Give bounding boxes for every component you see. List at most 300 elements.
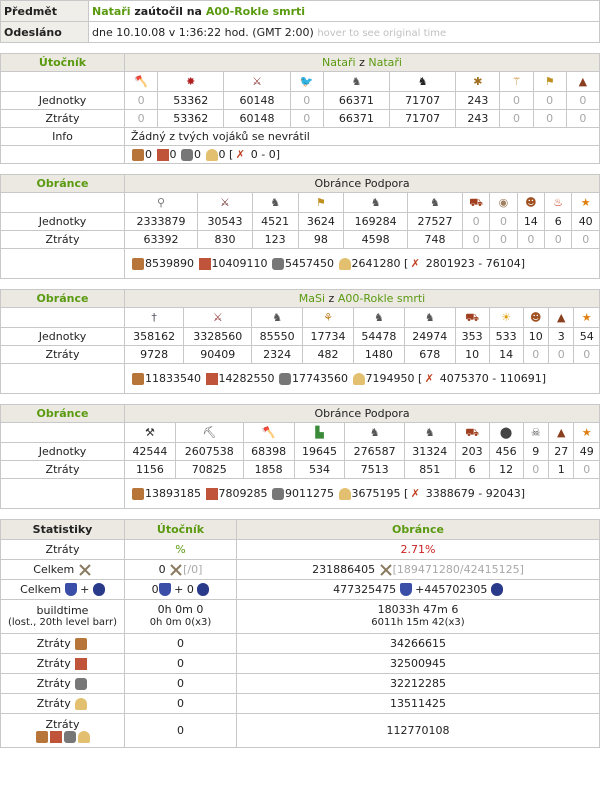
unit-loss: 14: [489, 346, 523, 364]
unit-loss: 10: [455, 346, 489, 364]
dark-shield-icon: [93, 583, 105, 596]
unit-loss: 0: [462, 231, 489, 249]
unit-count: 0: [500, 92, 533, 110]
knife-icon: ⚔: [220, 195, 230, 209]
chief-icon: ☻: [525, 195, 537, 209]
food-icon: [339, 488, 351, 500]
unit-count: 9: [523, 443, 548, 461]
iron-icon: [272, 258, 284, 270]
loot-clay: 0: [169, 148, 177, 161]
losses-label: Ztráty: [1, 461, 125, 479]
unit-count: 71707: [390, 92, 456, 110]
blank-cell: [1, 146, 125, 164]
res-wood: 11833540: [145, 372, 201, 385]
unit-count: 53362: [158, 92, 224, 110]
unit-loss: 9728: [125, 346, 184, 364]
food-icon: [75, 698, 87, 710]
subject-verb: zaútočil na: [134, 4, 202, 18]
wood-icon: [75, 638, 87, 650]
clay-icon: [157, 149, 169, 161]
clay-icon: [75, 658, 87, 670]
unit-loss: 1: [548, 461, 573, 479]
stash-icon: ✗: [410, 257, 420, 270]
defender-role: Obránce: [1, 405, 125, 423]
unit-count: 68398: [243, 443, 294, 461]
unit-icon-cell: [252, 308, 303, 328]
unit-loss: 2324: [252, 346, 303, 364]
stats-attacker-pct: %: [125, 540, 237, 560]
unit-count: 27: [548, 443, 573, 461]
blue-shield-icon: [400, 583, 412, 596]
food-icon: [206, 149, 218, 161]
sword-icon: ⚔: [252, 74, 262, 88]
unit-loss: 0: [533, 110, 566, 128]
iron-icon: [64, 731, 76, 743]
unit-icon-cell: [125, 308, 184, 328]
unit-count: 40: [572, 213, 600, 231]
wagon-icon: ⛟: [469, 195, 483, 209]
wood-icon: [132, 488, 144, 500]
fire-icon: ♨: [553, 195, 564, 209]
stats-all-defender: 112770108: [237, 714, 600, 748]
iron-icon: [279, 373, 291, 385]
clay-icon: [206, 488, 218, 500]
unit-icon-cell: [500, 72, 533, 92]
unit-icon-cell: [294, 423, 345, 443]
res-clay: 10409110: [211, 257, 268, 270]
unit-loss: 0: [572, 231, 600, 249]
unit-icon-cell: [533, 72, 566, 92]
stats-total-defender-extra: [189471280/42415125]: [392, 562, 524, 576]
defender-title: Obránce Podpora: [125, 405, 600, 423]
horse-icon: ♞: [424, 425, 435, 439]
stash-icon: ✗: [410, 487, 420, 500]
unit-loss: 0: [500, 110, 533, 128]
unit-icon-cell: [298, 193, 344, 213]
buildtime-defender: 18033h 47m 6: [377, 603, 459, 616]
res-food: 7194950: [365, 372, 415, 385]
unit-count: 0: [290, 92, 323, 110]
unit-loss: 482: [303, 346, 354, 364]
unit-loss: 12: [489, 461, 523, 479]
unit-count: 30543: [198, 213, 253, 231]
stats-total2-defender: 477325475: [333, 582, 397, 596]
blank-cell: [1, 423, 125, 443]
unit-count: 0: [462, 213, 489, 231]
wood-icon: [132, 258, 144, 270]
blank-cell: [1, 72, 125, 92]
wagon-icon: ⛟: [465, 425, 480, 439]
res-food: 3675195: [351, 487, 401, 500]
stats-all-attacker: 0: [125, 714, 237, 748]
axe-icon: 🪓: [261, 425, 276, 439]
unit-loss: 1480: [353, 346, 404, 364]
plus-sign: +: [174, 582, 184, 596]
info-label: Info: [1, 128, 125, 146]
unit-loss: 0: [523, 346, 548, 364]
skull-icon: ☠: [530, 425, 541, 439]
attacker-role: Útočník: [1, 54, 125, 72]
stats-res-attacker: 0: [125, 634, 237, 654]
unit-loss: 0: [545, 231, 572, 249]
unit-icon-cell: [198, 193, 253, 213]
unit-loss: 70825: [175, 461, 243, 479]
unit-icon-cell: [455, 423, 489, 443]
unit-count: 66371: [323, 92, 389, 110]
unit-icon-cell: [489, 423, 523, 443]
unit-count: 2333879: [125, 213, 198, 231]
clay-icon: [199, 258, 211, 270]
unit-count: 85550: [252, 328, 303, 346]
stats-res-label: [1, 634, 125, 654]
unit-count: 17734: [303, 328, 354, 346]
unit-loss: 0: [490, 231, 517, 249]
res-clay: 14282550: [218, 372, 275, 385]
blank-cell: [1, 364, 125, 394]
defender-resources: 13893185 7809285 9011275 3675195 [ ✗ 3388679 - 92043]: [125, 479, 600, 509]
unit-loss: 0: [574, 346, 600, 364]
staff-icon: ⚚: [511, 74, 522, 88]
unit-icon-cell: [353, 308, 404, 328]
defender-table: [0, 404, 600, 509]
unit-icon-cell: [252, 193, 298, 213]
unit-icon-cell: [523, 308, 548, 328]
unit-icon-cell: [125, 423, 176, 443]
unit-icon-cell: [517, 193, 544, 213]
unit-loss: 98: [298, 231, 344, 249]
unit-icon-cell: [184, 308, 252, 328]
food-icon: [339, 258, 351, 270]
unit-loss: 90409: [184, 346, 252, 364]
unit-loss: 678: [404, 346, 455, 364]
unit-loss: 534: [294, 461, 345, 479]
unit-count: 10: [523, 328, 548, 346]
unit-loss: 66371: [323, 110, 389, 128]
res-clay: 7809285: [218, 487, 268, 500]
unit-loss: 0: [125, 110, 158, 128]
stats-res-attacker: 0: [125, 694, 237, 714]
connector: z: [359, 56, 365, 69]
res-iron: 17743560: [292, 372, 348, 385]
stash-icon: ✗: [235, 148, 245, 161]
unit-loss: 60148: [224, 110, 290, 128]
res-iron: 5457450: [285, 257, 334, 270]
unit-icon-cell: [243, 423, 294, 443]
unit-loss: 53362: [158, 110, 224, 128]
unit-loss: 851: [404, 461, 455, 479]
unit-icon-cell: [490, 193, 517, 213]
stats-res-label: [1, 674, 125, 694]
units-label: Jednotky: [1, 443, 125, 461]
unit-icon-cell: [408, 193, 463, 213]
res-food: 2641280: [351, 257, 401, 270]
unit-icon-cell: [462, 193, 489, 213]
unit-count: 456: [489, 443, 523, 461]
target-link[interactable]: A00-Rokle smrti: [205, 4, 306, 18]
units-label: Jednotky: [1, 213, 125, 231]
horse-icon: ♞: [369, 425, 380, 439]
defender-resources: 8539890 10409110 5457450 2641280 [ ✗ 2801923 - 76104]: [125, 249, 600, 279]
rock-icon: ⬤: [499, 425, 513, 439]
defender-player-link[interactable]: MaSi: [298, 292, 326, 305]
star-icon: ★: [580, 195, 591, 209]
unit-count: 358162: [125, 328, 184, 346]
unit-loss: 0: [517, 231, 544, 249]
wand-icon: ⚑: [315, 195, 326, 209]
blank-cell: [1, 308, 125, 328]
res-stash: 4075370 - 110691: [439, 372, 542, 385]
club-icon: ⚲: [157, 195, 166, 209]
stats-res-text: Ztráty: [36, 637, 71, 650]
blank-cell: [1, 479, 125, 509]
attacker-village-link[interactable]: Nataři: [368, 56, 402, 69]
stats-total-row: [1, 560, 125, 580]
units-label: Jednotky: [1, 328, 125, 346]
unit-icon-cell: [158, 72, 224, 92]
horse-icon: ♞: [424, 310, 435, 324]
defender-village-link[interactable]: A00-Rokle smrti: [337, 292, 426, 305]
unit-icon-cell: [404, 308, 455, 328]
unit-icon-cell: [456, 72, 500, 92]
unit-icon-cell: [548, 423, 573, 443]
unit-count: 4521: [252, 213, 298, 231]
unit-count: 3328560: [184, 328, 252, 346]
dark-shield-icon: [491, 583, 503, 596]
unit-count: 27527: [408, 213, 463, 231]
defender-title: [125, 290, 600, 308]
unit-loss: 830: [198, 231, 253, 249]
res-wood: 13893185: [145, 487, 201, 500]
stats-defender-pct: 2.71%: [237, 540, 600, 560]
unit-icon-cell: [303, 308, 354, 328]
unit-count: 3624: [298, 213, 344, 231]
attacker-link[interactable]: Nataři: [92, 4, 131, 18]
units-label: Jednotky: [1, 92, 125, 110]
horse-icon: ♞: [351, 74, 362, 88]
unit-icon-cell: [175, 423, 243, 443]
losses-label: Ztráty: [1, 346, 125, 364]
wagon-icon: ⛟: [465, 310, 480, 324]
hat-icon: ▲: [556, 425, 566, 439]
unit-icon-cell: [455, 308, 489, 328]
dark-shield-icon: [197, 583, 209, 596]
loot-iron: 0: [194, 148, 201, 161]
stats-res-defender: 34266615: [237, 634, 600, 654]
unit-icon-cell: [344, 193, 408, 213]
attacker-player-link[interactable]: Nataři: [322, 56, 356, 69]
unit-count: 0: [125, 92, 158, 110]
sun-icon: ☀: [501, 310, 512, 324]
subject-label: Předmět: [1, 1, 89, 22]
buildtime-attacker: 0h 0m 0: [157, 603, 204, 616]
stats-total2-defender-b: +445702305: [415, 582, 488, 596]
defender-role: Obránce: [1, 175, 125, 193]
hat-icon: ▲: [556, 310, 566, 324]
dark-horse-icon: ♞: [417, 74, 428, 88]
wood-icon: [36, 731, 48, 743]
unit-icon-cell: [545, 193, 572, 213]
unit-loss: 0: [290, 110, 323, 128]
hat-icon: ▲: [578, 74, 588, 88]
crossed-swords-icon: [379, 563, 393, 577]
attacker-table: [0, 53, 600, 164]
unit-loss: 7513: [345, 461, 404, 479]
unit-count: 533: [489, 328, 523, 346]
unit-icon-cell: [574, 308, 600, 328]
wand-icon: ⚑: [544, 74, 555, 88]
stats-total-label: Celkem: [33, 562, 75, 576]
buildtime-attacker-x3: 0h 0m 0(x3): [149, 617, 212, 628]
horse-icon: ♞: [370, 195, 381, 209]
stats-res-text: Ztráty: [36, 657, 71, 670]
unit-loss: 6: [455, 461, 489, 479]
unit-count: 54478: [353, 328, 404, 346]
horse-icon: ♞: [272, 310, 283, 324]
info-text: Žádný z tvých vojáků se nevrátil: [125, 128, 600, 146]
dragon-icon: ✸: [186, 74, 196, 88]
horse-icon: ♞: [270, 195, 281, 209]
clay-icon: [50, 731, 62, 743]
unit-icon-cell: [224, 72, 290, 92]
stats-res-text: Ztráty: [36, 697, 71, 710]
wood-icon: [132, 373, 144, 385]
stats-defender-head: Obránce: [237, 520, 600, 540]
sent-hint[interactable]: hover to see original time: [317, 27, 447, 39]
buildtime-sub: (lost., 20th level barr): [7, 617, 117, 628]
blue-shield-icon: [65, 583, 77, 596]
report-header: [0, 0, 600, 43]
unit-loss: 1156: [125, 461, 176, 479]
loot-wood: 0: [145, 148, 152, 161]
stats-res-defender: 32500945: [237, 654, 600, 674]
unit-loss: 0: [574, 461, 600, 479]
losses-label: Ztráty: [1, 231, 125, 249]
unit-loss: 4598: [344, 231, 408, 249]
unit-count: 243: [456, 92, 500, 110]
unit-count: 0: [566, 92, 599, 110]
buildtime-defender-x3: 6011h 15m 42(x3): [371, 617, 465, 628]
boot-icon: ▙: [315, 425, 324, 439]
unit-icon-cell: [390, 72, 456, 92]
crossed-swords-icon: [169, 563, 183, 577]
unit-icon-cell: [345, 423, 404, 443]
defender-table: [0, 174, 600, 279]
chief-icon: ☻: [530, 310, 542, 324]
dagger-icon: †: [151, 310, 157, 324]
unit-loss: 63392: [125, 231, 198, 249]
unit-count: 14: [517, 213, 544, 231]
unit-loss: 0: [548, 346, 573, 364]
horse-icon: ♞: [430, 195, 440, 209]
unit-count: 49: [574, 443, 600, 461]
unit-count: 0: [533, 92, 566, 110]
unit-count: 19645: [294, 443, 345, 461]
unit-icon-cell: [572, 193, 600, 213]
unit-loss: 123: [252, 231, 298, 249]
stats-label: Statistiky: [1, 520, 125, 540]
sword-icon: ⚔: [212, 310, 223, 324]
iron-icon: [181, 149, 193, 161]
loot-food: 0: [218, 148, 226, 161]
unit-icon-cell: [574, 423, 600, 443]
unit-icon-cell: [523, 423, 548, 443]
blank-cell: [1, 193, 125, 213]
stats-res-attacker: 0: [125, 654, 237, 674]
unit-icon-cell: [125, 193, 198, 213]
stats-res-label: [1, 654, 125, 674]
stash-icon: ✗: [424, 372, 434, 385]
stats-total-attacker: 0: [158, 562, 166, 576]
stats-total2-label: Celkem: [20, 582, 62, 596]
axe-icon: 🪓: [134, 74, 148, 88]
unit-loss: 0: [523, 461, 548, 479]
unit-count: 3: [548, 328, 573, 346]
unit-count: 169284: [344, 213, 408, 231]
shield-icon: ◉: [498, 195, 509, 209]
stats-total2-attacker-b: 0: [186, 582, 194, 596]
res-wood: 8539890: [145, 257, 194, 270]
stats-all-label: Ztráty: [45, 717, 80, 731]
statistics-table: [0, 519, 600, 748]
defender-role: Obránce: [1, 290, 125, 308]
unit-icon-cell: [548, 308, 573, 328]
unit-count: 24974: [404, 328, 455, 346]
unit-count: 0: [490, 213, 517, 231]
unit-loss: 0: [566, 110, 599, 128]
wood-icon: [132, 149, 144, 161]
res-stash: 2801923 - 76104: [425, 257, 521, 270]
defender-title: Obránce Podpora: [125, 175, 600, 193]
unit-count: 203: [455, 443, 489, 461]
bird-icon: 🐦: [299, 74, 314, 88]
stats-res-defender: 32212285: [237, 674, 600, 694]
loot-stash: 0 - 0: [250, 148, 276, 161]
stats-res-text: Ztráty: [36, 677, 71, 690]
stats-total-attacker-extra: [/0]: [183, 562, 203, 576]
unit-icon-cell: [404, 423, 455, 443]
star-icon: ★: [581, 425, 592, 439]
unit-count: 276587: [345, 443, 404, 461]
defender-resources: 11833540 14282550 17743560 7194950 [ ✗ 4075370 - 110691]: [125, 364, 600, 394]
clay-icon: [206, 373, 218, 385]
stats-total2-attacker-a: 0: [151, 582, 159, 596]
food-icon: [353, 373, 365, 385]
catapult-icon: ✱: [473, 74, 483, 88]
plus-sign: +: [80, 582, 90, 596]
bow-icon: ⚘: [323, 310, 333, 324]
unit-icon-cell: [489, 308, 523, 328]
sent-label: Odesláno: [1, 22, 89, 43]
buildtime-label: buildtime: [36, 604, 89, 617]
unit-loss: 1858: [243, 461, 294, 479]
unit-loss: 71707: [390, 110, 456, 128]
stats-res-defender: 13511425: [237, 694, 600, 714]
stats-total-defender: 231886405: [312, 562, 376, 576]
blue-shield-icon: [159, 583, 171, 596]
unit-count: 2607538: [175, 443, 243, 461]
unit-count: 353: [455, 328, 489, 346]
connector: z: [325, 292, 338, 305]
unit-icon-cell: [323, 72, 389, 92]
pickaxe-icon: ⛏: [202, 425, 217, 439]
stats-attacker-head: Útočník: [125, 520, 237, 540]
unit-count: 54: [574, 328, 600, 346]
star-icon: ★: [581, 310, 592, 324]
losses-label: Ztráty: [1, 110, 125, 128]
iron-icon: [272, 488, 284, 500]
stats-res-label: [1, 694, 125, 714]
horse-icon: ♞: [373, 310, 384, 324]
